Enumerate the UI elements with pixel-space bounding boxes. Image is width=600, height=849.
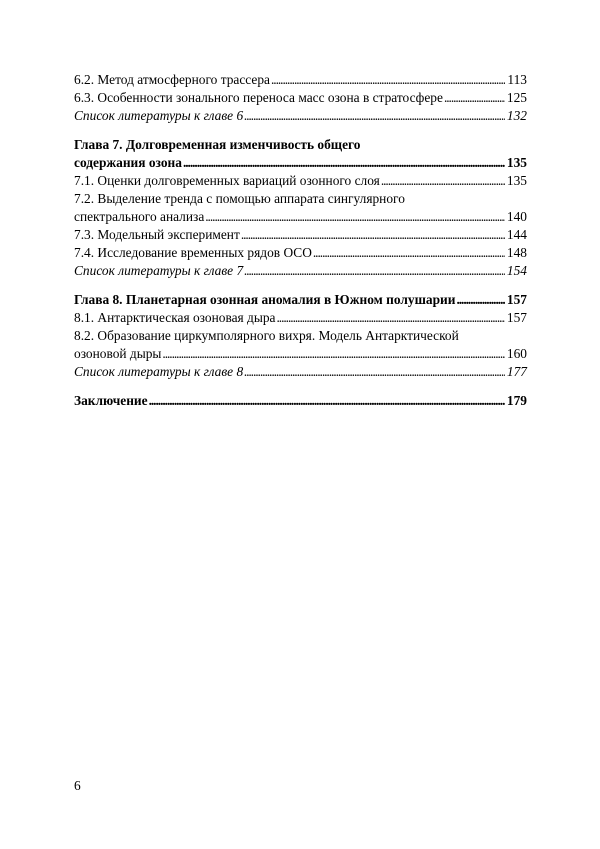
toc-entry-8-2 xyxy=(74,345,527,363)
toc-entry-7-1 xyxy=(74,172,527,190)
toc-chapter-7 xyxy=(74,154,527,172)
toc-entry-page: 125 xyxy=(506,90,527,105)
toc-entry-page: 135 xyxy=(506,173,527,188)
dot-leader xyxy=(244,363,505,381)
table-of-contents xyxy=(74,71,527,410)
toc-entry-title: содержания озона xyxy=(74,155,182,170)
toc-entry-8-1 xyxy=(74,309,527,327)
toc-entry-page: 160 xyxy=(506,346,527,361)
toc-entry-title: 8.1. Антарктическая озоновая дыра xyxy=(74,310,276,325)
toc-conclusion xyxy=(74,392,527,410)
toc-entry-references-6 xyxy=(74,107,527,125)
dot-leader xyxy=(244,262,505,280)
dot-leader xyxy=(277,309,505,327)
toc-entry-title: Список литературы к главе 8 xyxy=(74,364,244,379)
toc-entry-7-2-line1: 7.2. Выделение тренда с помощью аппарата сингулярного xyxy=(74,191,405,206)
dot-leader xyxy=(241,226,505,244)
toc-entry-title: 6.2. Метод атмосферного трассера xyxy=(74,72,270,87)
toc-entry-page: 179 xyxy=(506,393,527,408)
dot-leader xyxy=(271,71,505,89)
dot-leader xyxy=(149,392,505,410)
toc-entry-title: 7.3. Модельный эксперимент xyxy=(74,227,240,242)
toc-entry-page: 148 xyxy=(506,245,527,260)
page-number: 6 xyxy=(74,778,81,793)
toc-entry-references-7 xyxy=(74,262,527,280)
toc-entry-7-4 xyxy=(74,244,527,262)
toc-entry-6-2 xyxy=(74,71,527,89)
toc-entry-8-2-line1: 8.2. Образование циркумполярного вихря. Модель Антарктической xyxy=(74,328,459,343)
toc-entry-page: 113 xyxy=(507,72,527,87)
toc-entry-title: Список литературы к главе 6 xyxy=(74,108,244,123)
toc-entry-title: 6.3. Особенности зонального переноса масс озона в стратосфере xyxy=(74,90,443,105)
toc-entry-title: Список литературы к главе 7 xyxy=(74,263,244,278)
toc-entry-7-3 xyxy=(74,226,527,244)
dot-leader xyxy=(456,291,504,309)
dot-leader xyxy=(381,172,505,190)
toc-entry-page: 135 xyxy=(506,155,527,170)
toc-entry-7-2 xyxy=(74,208,527,226)
toc-entry-title: Заключение xyxy=(74,393,148,408)
toc-entry-page: 157 xyxy=(506,292,527,307)
dot-leader xyxy=(205,208,505,226)
toc-entry-page: 157 xyxy=(506,310,527,325)
toc-entry-page: 154 xyxy=(506,263,527,278)
toc-entry-page: 177 xyxy=(506,364,527,379)
toc-entry-page: 144 xyxy=(506,227,527,242)
dot-leader xyxy=(244,107,505,125)
toc-chapter-8 xyxy=(74,291,527,309)
dot-leader xyxy=(183,154,505,172)
toc-entry-title: 7.4. Исследование временных рядов ОСО xyxy=(74,245,312,260)
toc-chapter-7-line1: Глава 7. Долговременная изменчивость общего xyxy=(74,137,361,152)
toc-entry-title: спектрального анализа xyxy=(74,209,205,224)
dot-leader xyxy=(444,89,505,107)
toc-entry-title: 7.1. Оценки долговременных вариаций озонного слоя xyxy=(74,173,380,188)
dot-leader xyxy=(313,244,505,262)
toc-entry-title: Глава 8. Планетарная озонная аномалия в Южном полушарии xyxy=(74,292,456,307)
dot-leader xyxy=(162,345,505,363)
toc-entry-6-3 xyxy=(74,89,527,107)
toc-entry-references-8 xyxy=(74,363,527,381)
toc-entry-title: озоновой дыры xyxy=(74,346,162,361)
toc-entry-page: 132 xyxy=(506,108,527,123)
toc-entry-page: 140 xyxy=(506,209,527,224)
